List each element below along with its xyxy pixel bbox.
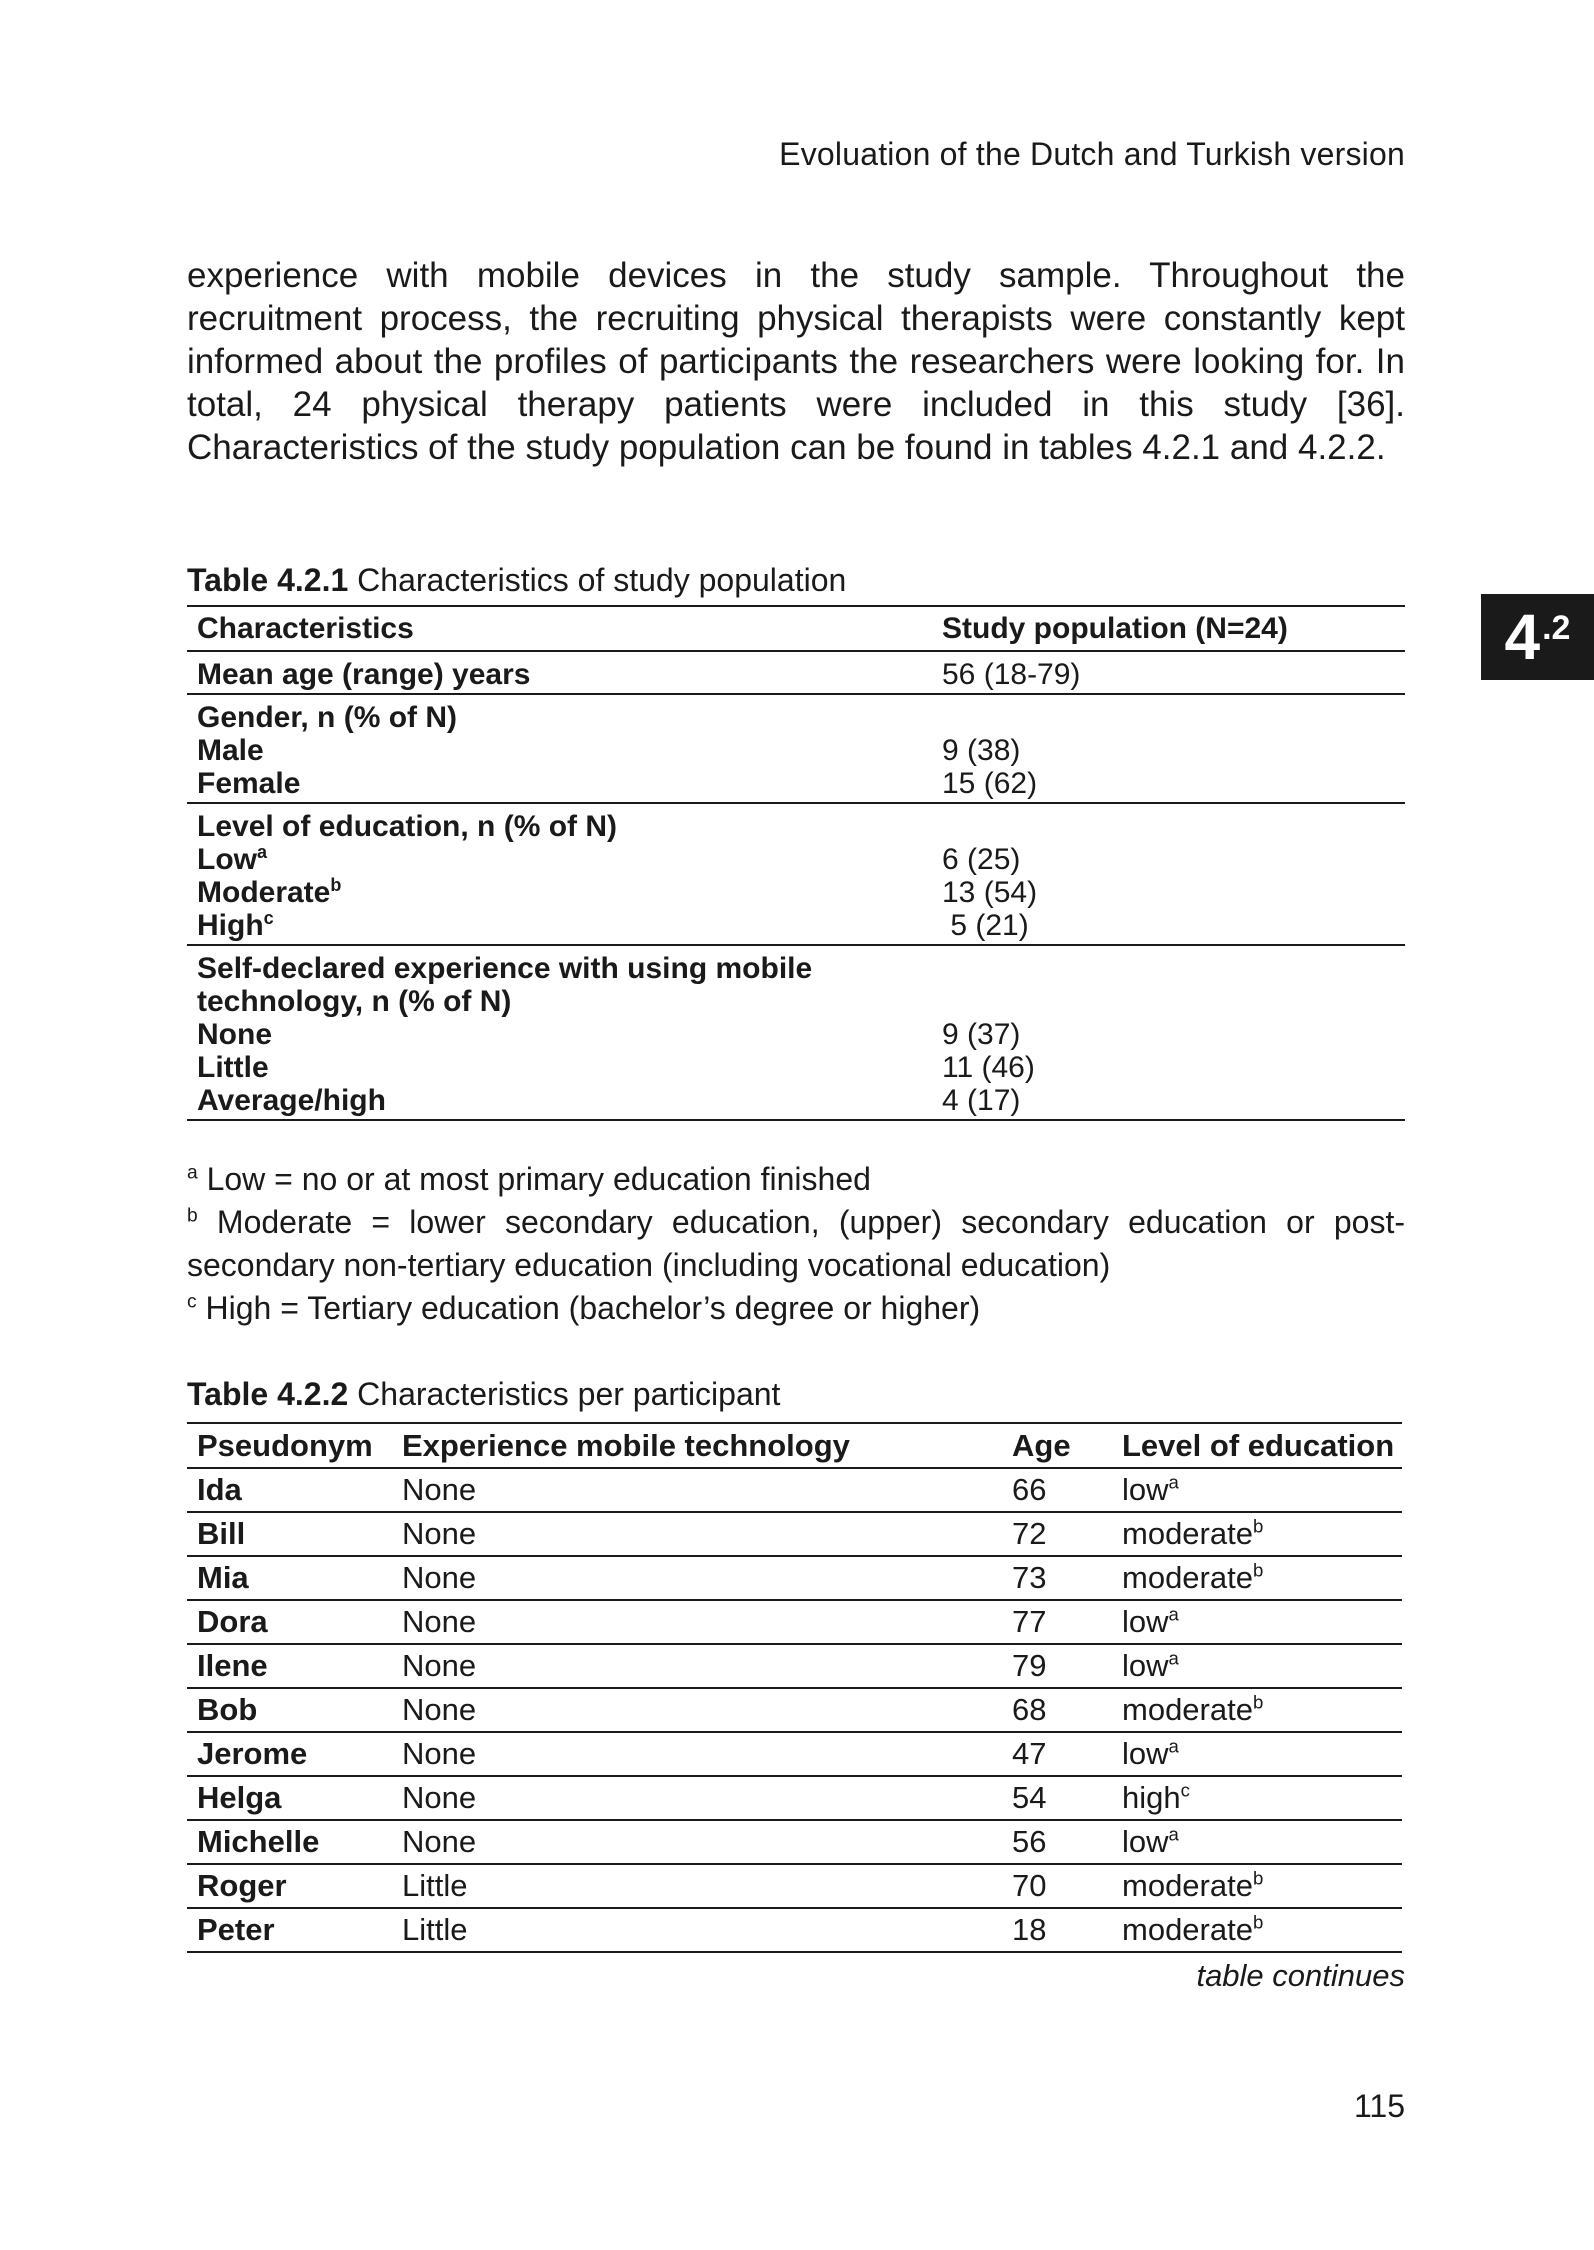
education-text: high [1122,1780,1181,1815]
education-text: moderate [1122,1560,1253,1595]
avg-label: Average/high [197,1084,386,1117]
education-sup: c [1180,1779,1190,1801]
education-cell [1112,1600,1402,1644]
little-label: Little [197,1051,269,1084]
experience-cell: None [392,1600,1002,1644]
education-cell [1112,1468,1402,1512]
header-experience: Experience mobile technology [392,1423,1002,1468]
education-sup: b [1252,1559,1264,1581]
table-row [187,1600,1402,1644]
female-value: 15 (62) [942,767,1038,800]
education-text: low [1122,1736,1169,1771]
male-label: Male [197,734,264,767]
table-row [187,1644,1402,1688]
table-row [187,1776,1402,1820]
age-cell: 18 [1002,1908,1112,1952]
table1 [187,605,1405,1121]
education-sup: a [1168,1647,1179,1669]
pseudonym-cell: Dora [187,1600,392,1644]
footnote-b-text: Moderate = lower secondary education, (upper) secondary education or post-secondary non-tertiary education (including vocational education) [187,1204,1405,1283]
chapter-tab-number: 4 [1504,601,1541,673]
education-cell [1112,1556,1402,1600]
education-values [932,803,1405,945]
chapter-tab-subnumber: .2 [1542,608,1571,647]
experience-heading-1: Self-declared experience with using mobile [197,952,813,985]
pseudonym-cell: Ilene [187,1644,392,1688]
education-cell [1112,1512,1402,1556]
gender-labels [187,694,932,803]
experience-cell: Little [392,1864,1002,1908]
age-cell: 72 [1002,1512,1112,1556]
education-cell [1112,1908,1402,1952]
low-label: Low [197,843,257,876]
pseudonym-cell: Bill [187,1512,392,1556]
education-cell [1112,1820,1402,1864]
pseudonym-cell: Roger [187,1864,392,1908]
education-cell [1112,1688,1402,1732]
table2 [187,1422,1402,1953]
avg-value: 4 (17) [942,1084,1021,1117]
high-value: 5 (21) [942,909,1029,942]
education-labels [187,803,932,945]
footnote-a-mark: a [187,1162,198,1184]
education-text: low [1122,1824,1169,1859]
experience-labels [187,945,932,1120]
table1-row-experience [187,945,1405,1120]
pseudonym-cell: Bob [187,1688,392,1732]
age-value: 56 (18-79) [932,651,1405,694]
pseudonym-cell: Jerome [187,1732,392,1776]
female-label: Female [197,767,301,800]
age-cell: 70 [1002,1864,1112,1908]
education-text: low [1122,1472,1169,1507]
education-cell [1112,1776,1402,1820]
education-sup: a [1168,1823,1179,1845]
high-sup: c [263,908,274,928]
high-label-line [197,909,932,942]
table2-caption-text: Characteristics per participant [348,1376,781,1412]
gender-values [932,694,1405,803]
running-head: Evoluation of the Dutch and Turkish version [779,136,1405,172]
education-text: moderate [1122,1912,1253,1947]
experience-cell: None [392,1556,1002,1600]
age-cell: 79 [1002,1644,1112,1688]
moderate-label-line [197,876,932,909]
footnotes [187,1158,1405,1330]
experience-heading-2: technology, n (% of N) [197,985,512,1018]
experience-cell: None [392,1644,1002,1688]
header-pseudonym: Pseudonym [187,1423,392,1468]
table1-header-population: Study population (N=24) [932,606,1405,651]
education-heading: Level of education, n (% of N) [197,810,618,843]
footnote-c-mark: c [187,1291,197,1313]
education-sup: a [1168,1603,1179,1625]
education-sup: b [1252,1515,1264,1537]
education-sup: b [1252,1867,1264,1889]
none-label: None [197,1018,272,1051]
experience-cell: None [392,1512,1002,1556]
education-text: moderate [1122,1516,1253,1551]
table1-caption-label: Table 4.2.1 [187,562,349,598]
table-row [187,1512,1402,1556]
body-paragraph: experience with mobile devices in the study sample. Throughout the recruitment process, the recruiting physical therapists were constantly kept informed about the profiles of participants the researchers were looking for. In total, 24 physical therapy patients were included in this study [36]. Characteristics of the study population can be found in tables 4.2.1 and 4.2.2. [187,256,1405,467]
page-number: 115 [1353,2088,1405,2124]
education-text: low [1122,1604,1169,1639]
table1-row-education [187,803,1405,945]
table1-caption-text: Characteristics of study population [348,562,847,598]
gender-heading: Gender, n (% of N) [197,701,458,734]
table1-header-row [187,606,1405,651]
header-education: Level of education [1112,1423,1402,1468]
table-row [187,1908,1402,1952]
age-cell: 54 [1002,1776,1112,1820]
education-sup: a [1168,1471,1179,1493]
experience-cell: None [392,1688,1002,1732]
table-row [187,1556,1402,1600]
male-value: 9 (38) [942,734,1021,767]
table1-caption [187,562,846,599]
pseudonym-cell: Ida [187,1468,392,1512]
low-label-line [197,843,932,876]
footnote-a [187,1158,1405,1201]
experience-cell: None [392,1820,1002,1864]
age-cell: 56 [1002,1820,1112,1864]
footnote-b [187,1201,1405,1287]
low-value: 6 (25) [942,843,1021,876]
education-cell [1112,1732,1402,1776]
education-text: low [1122,1648,1169,1683]
age-cell: 73 [1002,1556,1112,1600]
table2-caption-label: Table 4.2.2 [187,1376,349,1412]
education-sup: a [1168,1735,1179,1757]
low-sup: a [257,842,268,862]
high-label: High [197,909,264,942]
moderate-label: Moderate [197,876,331,909]
table1-row-gender [187,694,1405,803]
age-label: Mean age (range) years [187,651,932,694]
none-value: 9 (37) [942,1018,1021,1051]
experience-cell: None [392,1468,1002,1512]
age-cell: 77 [1002,1600,1112,1644]
footnote-c [187,1287,1405,1330]
experience-cell: None [392,1732,1002,1776]
age-cell: 47 [1002,1732,1112,1776]
moderate-sup: b [330,875,342,895]
education-cell [1112,1644,1402,1688]
education-cell [1112,1864,1402,1908]
table-row [187,1688,1402,1732]
footnote-c-text: High = Tertiary education (bachelor’s degree or higher) [196,1290,981,1326]
education-text: moderate [1122,1868,1253,1903]
experience-cell: None [392,1776,1002,1820]
pseudonym-cell: Michelle [187,1820,392,1864]
table-row [187,1732,1402,1776]
footnote-b-mark: b [187,1205,198,1227]
pseudonym-cell: Peter [187,1908,392,1952]
table-row [187,1820,1402,1864]
experience-cell: Little [392,1908,1002,1952]
pseudonym-cell: Mia [187,1556,392,1600]
table-row [187,1468,1402,1512]
table-row [187,1864,1402,1908]
moderate-value: 13 (54) [942,876,1038,909]
education-sup: b [1252,1691,1264,1713]
table-continues-note: table continues [1196,1958,1405,1993]
header-age: Age [1002,1423,1112,1468]
chapter-tab [1481,594,1594,680]
education-sup: b [1252,1911,1264,1933]
table2-header-row [187,1423,1402,1468]
little-value: 11 (46) [942,1051,1035,1084]
table2-caption [187,1376,780,1413]
footnote-a-text: Low = no or at most primary education finished [197,1161,871,1197]
table1-row-age [187,651,1405,694]
table1-header-characteristics: Characteristics [187,606,932,651]
age-cell: 66 [1002,1468,1112,1512]
education-text: moderate [1122,1692,1253,1727]
experience-values [932,945,1405,1120]
pseudonym-cell: Helga [187,1776,392,1820]
age-cell: 68 [1002,1688,1112,1732]
